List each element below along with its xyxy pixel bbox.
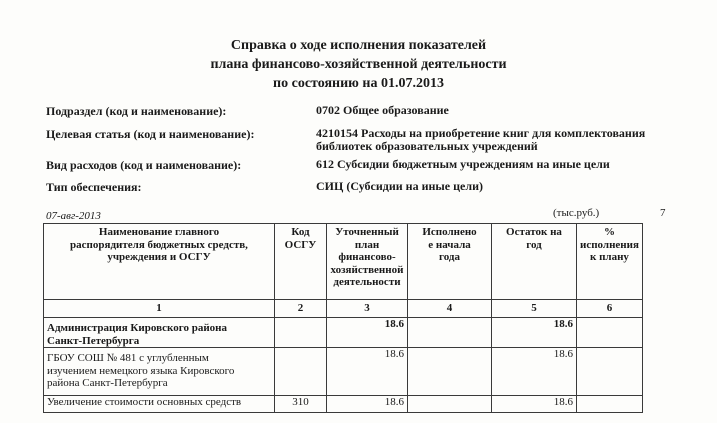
table-row [44,348,643,396]
meta-value: 612 Субсидии бюджетным учреждениям на иные цели [316,157,610,171]
row-plan: 18.6 [327,318,408,348]
header-name: Наименование главного распорядителя бюджетных средств, учреждения и ОСГУ [44,224,275,300]
row-plan: 18.6 [327,396,408,413]
row-name: ГБОУ СОШ № 481 с углубленным изучением немецкого языка Кировского района Санкт-Петербурга [44,348,275,396]
column-number: 5 [492,300,577,318]
row-percent [577,318,643,348]
column-number: 6 [577,300,643,318]
document-title [0,36,717,93]
row-remainder: 18.6 [492,396,577,413]
execution-table [43,223,643,413]
header-percent: % исполнения к плану [577,224,643,300]
report-date: 07-авг-2013 [46,210,101,222]
meta-label: Целевая статья (код и наименование): [46,127,255,141]
meta-value-line: библиотек образовательных учреждений [316,139,538,153]
table-row [44,396,643,413]
row-percent [577,348,643,396]
row-plan: 18.6 [327,348,408,396]
meta-label: Вид расходов (код и наименование): [46,158,242,172]
meta-label: Подраздел (код и наименование): [46,104,227,118]
column-number: 2 [275,300,327,318]
column-number-row [44,300,643,318]
row-name: Увеличение стоимости основных средств [44,396,275,413]
row-percent [577,396,643,413]
header-remainder: Остаток на год [492,224,577,300]
row-code [275,318,327,348]
row-code: 310 [275,396,327,413]
meta-value-line: 4210154 Расходы на приобретение книг для комплектования [316,126,646,140]
header-executed: Исполнено е начала года [408,224,492,300]
column-number: 3 [327,300,408,318]
header-code: Код ОСГУ [275,224,327,300]
title-line-3: по состоянию на 01.07.2013 [273,76,444,91]
row-name: Администрация Кировского района Санкт-Петербурга [44,318,275,348]
row-executed [408,348,492,396]
row-code [275,348,327,396]
meta-label: Тип обеспечения: [46,180,142,194]
meta-value [316,127,645,153]
table-row [44,318,643,348]
row-remainder: 18.6 [492,318,577,348]
row-executed [408,318,492,348]
row-executed [408,396,492,413]
page-number: 7 [660,207,666,219]
header-plan: Уточненный план финансово- хозяйственной деятельности [327,224,408,300]
meta-value: СИЦ (Субсидии на иные цели) [316,179,483,193]
table-header-row [44,224,643,300]
column-number: 1 [44,300,275,318]
column-number: 4 [408,300,492,318]
title-line-2: плана финансово-хозяйственной деятельности [210,57,507,72]
title-line-1: Справка о ходе исполнения показателей [230,38,487,53]
row-remainder: 18.6 [492,348,577,396]
meta-value: 0702 Общее образование [316,103,449,117]
units-label: (тыс.руб.) [553,207,600,219]
